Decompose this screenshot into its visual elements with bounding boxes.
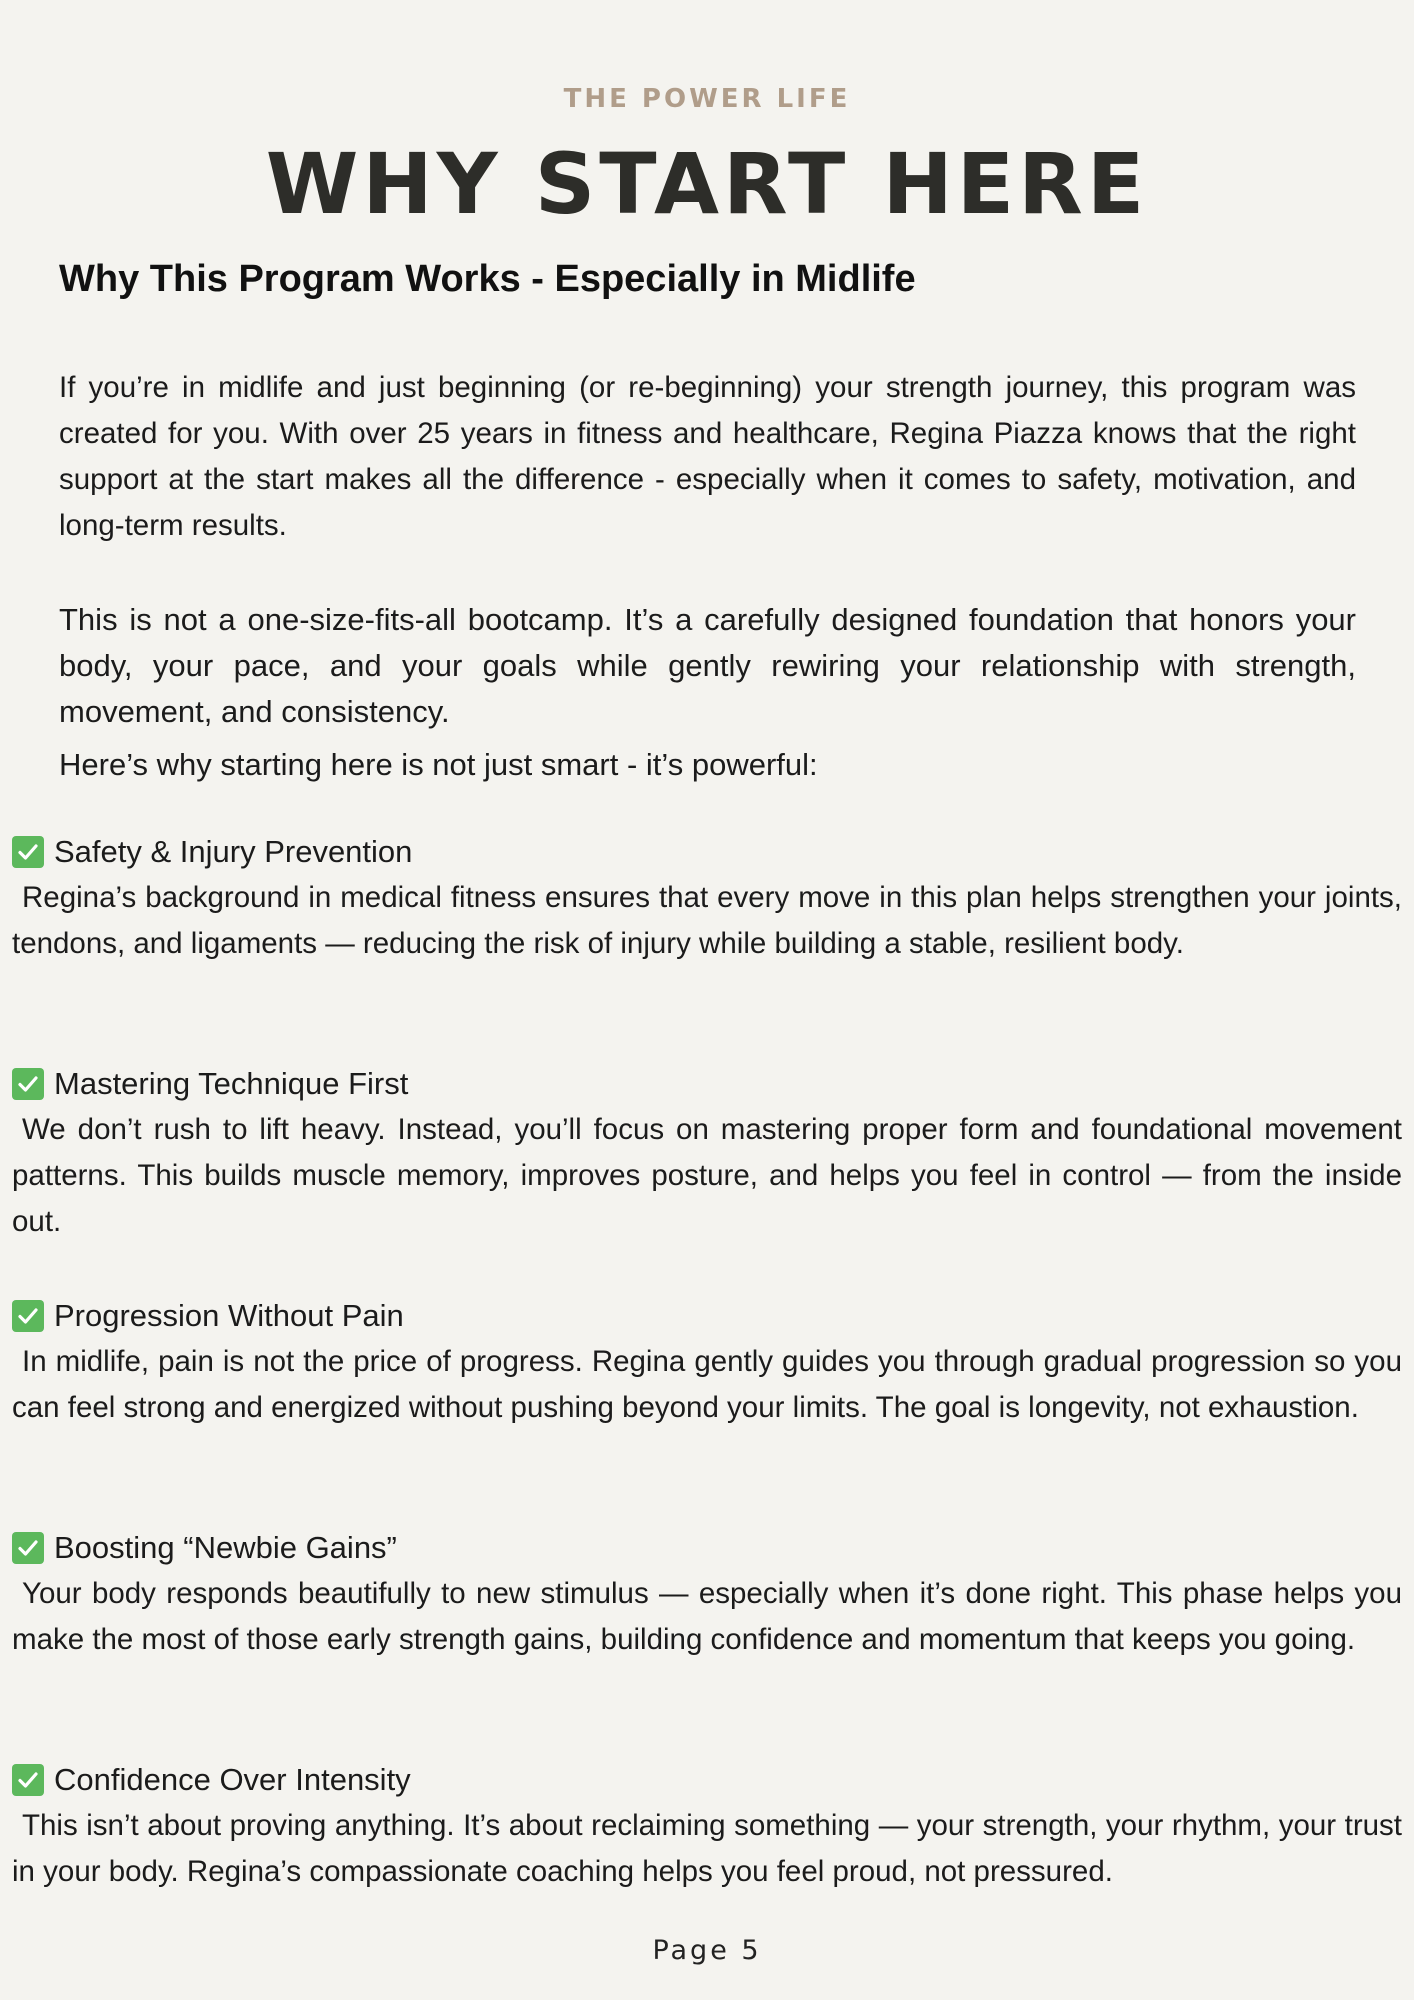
benefit-heading: Mastering Technique First [54, 1066, 409, 1101]
check-box-icon [12, 1300, 44, 1332]
page-title: WHY START HERE [265, 135, 1149, 233]
intro-paragraph-2 [59, 597, 1356, 735]
intro-paragraph-1 [59, 365, 1356, 549]
benefit-body: In midlife, pain is not the price of progress. Regina gently guides you through gradual progression so you can feel strong and energized without pushing beyond your limits. The goal is longevity, not exhaustion. [12, 1345, 1402, 1424]
benefit-item [12, 829, 1402, 1061]
benefit-heading: Confidence Over Intensity [54, 1762, 411, 1797]
intro-text-1: If you’re in midlife and just beginning (or re-beginning) your strength journey, this program was created for you. With over 25 years in fitness and healthcare, Regina Piazza knows that the right support at the start makes all the difference - especially when it comes to safety, motivation, and long-term results. [59, 371, 1356, 542]
benefit-heading: Safety & Injury Prevention [54, 834, 413, 869]
benefit-heading-row [12, 829, 1402, 875]
page-number: Page 5 [652, 1935, 762, 1966]
intro-text-2: This is not a one-size-fits-all bootcamp. It’s a carefully designed foundation that honors your body, your pace, and your goals while gently rewiring your relationship with strength, movement, and consistency. [59, 602, 1356, 729]
intro-text-3: Here’s why starting here is not just smart - it’s powerful: [59, 747, 818, 782]
intro-paragraph-3 [59, 742, 1356, 788]
check-box-icon [12, 1532, 44, 1564]
benefit-body: This isn’t about proving anything. It’s about reclaiming something — your strength, your rhythm, your trust in your body. Regina’s compassionate coaching helps you feel proud, not pressured. [12, 1809, 1402, 1888]
section-subtitle: Why This Program Works - Especially in Midlife [59, 258, 916, 300]
check-box-icon [12, 1068, 44, 1100]
benefits-list [12, 829, 1402, 1989]
benefit-heading-row [12, 1293, 1402, 1339]
benefit-heading: Boosting “Newbie Gains” [54, 1530, 397, 1565]
benefit-item [12, 1525, 1402, 1757]
benefit-body: Regina’s background in medical fitness ensures that every move in this plan helps strengthen your joints, tendons, and ligaments — reducing the risk of injury while building a stable, resilient body. [12, 881, 1402, 960]
check-box-icon [12, 1764, 44, 1796]
benefit-heading-row [12, 1061, 1402, 1107]
benefit-heading-row [12, 1525, 1402, 1571]
benefit-body: We don’t rush to lift heavy. Instead, you’ll focus on mastering proper form and foundational movement patterns. This builds muscle memory, improves posture, and helps you feel in control — from the inside out. [12, 1113, 1402, 1238]
benefit-heading-row [12, 1757, 1402, 1803]
benefit-body: Your body responds beautifully to new stimulus — especially when it’s done right. This phase helps you make the most of those early strength gains, building confidence and momentum that keeps you going. [12, 1577, 1402, 1656]
benefit-item [12, 1061, 1402, 1293]
check-box-icon [12, 836, 44, 868]
benefit-item [12, 1293, 1402, 1525]
benefit-heading: Progression Without Pain [54, 1298, 404, 1333]
brand-name: THE POWER LIFE [563, 84, 851, 114]
